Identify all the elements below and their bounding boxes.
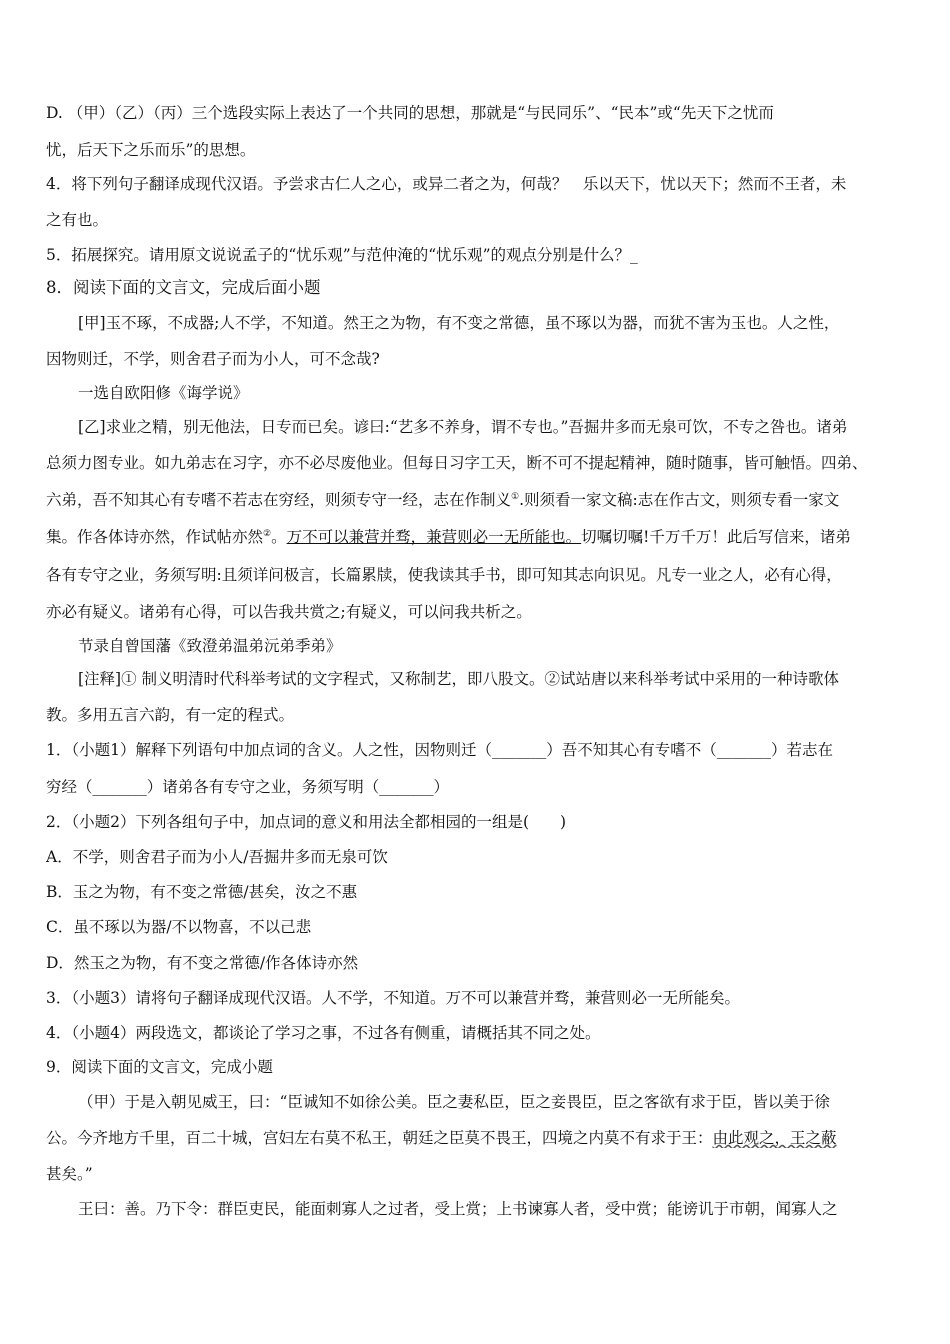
q8-note-line1: [注释]① 制义明清时代科举考试的文字程式，又称制艺，即八股文。②试站唐以来科举考试中采用的一种诗歌体 — [78, 670, 840, 688]
q9-jia-line4: 王曰：善。乃下令：群臣吏民，能面刺寡人之过者，受上赏；上书谏寡人者，受中赏；能谤讥于市朝，闻寡人之 — [78, 1200, 838, 1218]
q9-title: 9．阅读下面的文言文，完成小题 — [46, 1058, 273, 1076]
q8-sub1-line2: 穷经（_______）诸弟各有专守之业，务须写明（_______） — [46, 778, 450, 796]
q7-question5: 5．拓展探究。请用原文说说孟子的“忧乐观”与范仲淹的“忧乐观”的观点分别是什么？_ — [46, 246, 638, 264]
q8-option-a: A．不学，则舍君子而为小人/吾掘井多而无泉可饮 — [46, 848, 388, 866]
footnote-mark-1: ① — [511, 491, 520, 502]
q8-sub3: 3．（小题3）请将句子翻译成现代汉语。人不学，不知道。万不可以兼营并骛，兼营则必一无所能矣。 — [46, 989, 740, 1007]
footnote-mark-2: ② — [263, 528, 272, 539]
q9-jia-line1: （甲）于是入朝见威王，曰：“臣诚知不如徐公美。臣之妻私臣，臣之妾畏臣，臣之客欲有求于臣，皆以美于徐 — [78, 1093, 830, 1111]
q8-title: 8．阅读下面的文言文，完成后面小题 — [46, 278, 321, 297]
q8-note-line2: 教。多用五言六韵，有一定的程式。 — [46, 706, 295, 724]
q8-yi-line5: 各有专守之业，务须写明:且须详问极言，长篇累牍，使我读其手书，即可知其志向识见。凡专一业之人，必有心得， — [46, 566, 842, 584]
q7-question4-line2: 之有也。 — [46, 211, 109, 229]
q8-yi-source: 节录自曾国藩《致澄弟温弟沅弟季弟》 — [78, 637, 342, 655]
q8-yi-line2: 总须力图专业。如九弟志在习字，亦不必尽废他业。但每日习字工天，断不可不提起精神，随时随事，皆可触悟。四弟、 — [46, 454, 868, 472]
q8-jia-source: 一选自欧阳修《诲学说》 — [78, 384, 249, 402]
q8-yi-line4-period: 。 — [271, 528, 287, 546]
q8-underlined-sentence: 万不可以兼营并骛，兼营则必一无所能也。 — [286, 528, 582, 546]
q8-yi-line6: 亦必有疑义。诸弟有心得，可以告我共赏之;有疑义，可以问我共析之。 — [46, 603, 532, 621]
q8-yi-line4 — [46, 527, 908, 547]
q8-yi-line1: [乙]求业之精，别无他法，日专而已矣。谚曰:“艺多不养身，谓不专也。”吾掘井多而无泉可饮，不专之咎也。诸弟 — [78, 418, 848, 436]
q8-yi-line4-text: 集。作各体诗亦然，作试帖亦然 — [46, 528, 264, 546]
q8-option-b: B．玉之为物，有不变之常德/甚矣，汝之不惠 — [46, 883, 358, 901]
q8-option-c: C．虽不琢以为器/不以物喜，不以己悲 — [46, 918, 312, 936]
q9-jia-line2 — [46, 1128, 908, 1148]
q8-sub1-line1: 1．（小题1）解释下列语句中加点词的含义。人之性，因物则迁（_______）吾不知其心有专嗜不（_______）若志在 — [46, 741, 833, 759]
q8-jia-line1: [甲]玉不琢，不成器;人不学，不知道。然王之为物，有不变之常德，虽不琢以为器，而犹不害为玉也。人之性， — [78, 314, 840, 332]
q8-yi-line3 — [46, 490, 908, 510]
q8-yi-line4-rest: 切嘱切嘱!千万千万！此后写信来，诸弟 — [581, 528, 851, 546]
q8-jia-line2: 因物则迁，不学，则舍君子而为小人，可不念哉? — [46, 350, 380, 368]
q7-option-d-line1: D. （甲）（乙）（丙）三个选段实际上表达了一个共同的思想，那就是“与民同乐”、“民本”或“先天下之忧而 — [46, 104, 774, 122]
q8-sub4: 4．（小题4）两段选文，都谈论了学习之事，不过各有侧重，请概括其不同之处。 — [46, 1024, 601, 1042]
q8-sub2: 2．（小题2）下列各组句子中，加点词的意义和用法全都相园的一组是( ) — [46, 813, 567, 831]
q7-option-d-line2: 忧，后天下之乐而乐”的思想。 — [46, 141, 256, 159]
q9-wavy-underlined: 由此观之，王之蔽 — [712, 1129, 837, 1147]
q8-option-d: D．然玉之为物，有不变之常德/作各体诗亦然 — [46, 954, 359, 972]
q7-question4-line1: 4．将下列句子翻译成现代汉语。予尝求古仁人之心，或异二者之为，何哉？ 乐以天下，忧以天下；然而不王者，未 — [46, 175, 847, 193]
q9-jia-line2-text: 公。今齐地方千里，百二十城，宫妇左右莫不私王，朝廷之臣莫不畏王，四境之内莫不有求于王： — [46, 1129, 713, 1147]
q8-yi-line3-text: 六弟，吾不知其心有专嗜不若志在穷经，则须专守一经，志在作制义 — [46, 491, 512, 509]
q8-yi-line3-rest: .则须看一家文稿:志在作古文，则须专看一家文 — [519, 491, 840, 509]
q9-jia-line3: 甚矣。” — [46, 1165, 93, 1183]
